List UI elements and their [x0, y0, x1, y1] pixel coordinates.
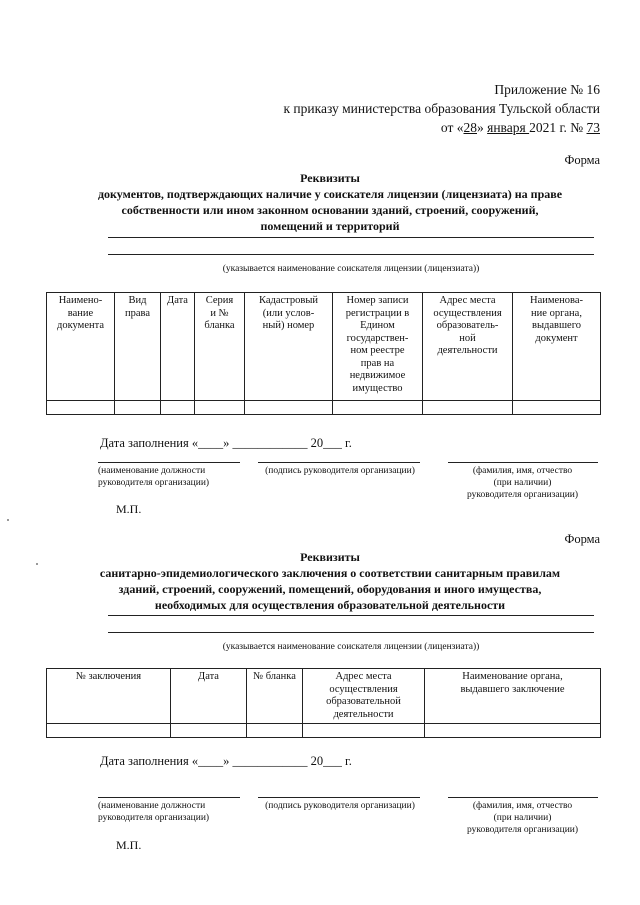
form2-name-line: [448, 797, 598, 798]
form2-col-date: Дата: [171, 669, 247, 724]
form1-applicant-line-1: [108, 237, 594, 238]
form1-name-line: [448, 462, 598, 463]
form1-empty-row: [47, 401, 601, 415]
order-day: 28: [463, 120, 477, 135]
form1-table: [46, 292, 601, 415]
form2-col-form-number: № бланка: [247, 669, 303, 724]
form1-header-row: [47, 293, 601, 401]
form2-table: [46, 668, 601, 738]
form2-col-issuer: Наименование органа, выдавшего заключение: [425, 669, 601, 724]
form2-name-caption: (фамилия, имя, отчество (при наличии) руководителя организации): [466, 801, 579, 835]
form2-signature-caption: (подпись руководителя организации): [265, 801, 415, 811]
form1-label: Форма: [564, 153, 600, 167]
form1-col-registry: Номер записи регистрации в Едином государствен- ном реестре прав на недвижимое имущество: [333, 293, 423, 401]
form1-applicant-line-2: [108, 254, 594, 255]
form2-title-line2: санитарно-эпидемиологического заключения о соответствии санитарным правилам: [99, 566, 561, 580]
order-month: января: [487, 120, 530, 135]
form2-empty-row: [47, 724, 601, 738]
appendix-number: Приложение № 16: [494, 82, 600, 97]
form2-title-line1: Реквизиты: [300, 550, 360, 564]
form2-applicant-caption: (указывается наименование соискателя лицензии (лицензиата)): [222, 642, 480, 652]
form1-position-caption: (наименование должности руководителя организации): [98, 466, 210, 488]
form1-signature-caption: (подпись руководителя организации): [265, 466, 415, 476]
form1-col-right-type: Вид права: [115, 293, 161, 401]
form2-col-address: Адрес места осуществления образовательной деятельности: [303, 669, 425, 724]
form1-title-line4: помещений и территорий: [260, 219, 400, 233]
form1-col-issuer: Наименова- ние органа, выдавшего документ: [513, 293, 601, 401]
form2-position-caption: (наименование должности руководителя организации): [98, 801, 210, 823]
scan-speck: [7, 519, 9, 521]
form1-title-line1: Реквизиты: [300, 171, 360, 185]
form2-label: Форма: [564, 532, 600, 546]
form2-stamp-place: М.П.: [116, 838, 142, 852]
form1-title-line2: документов, подтверждающих наличие у соискателя лицензии (лицензиата) на праве: [97, 187, 563, 201]
form1-col-series: Серия и № бланка: [195, 293, 245, 401]
form2-date-fill: Дата заполнения «____» ____________ 20___ г.: [100, 754, 352, 768]
form1-col-cadastral: Кадастровый (или услов- ный) номер: [245, 293, 333, 401]
form2-position-line: [98, 797, 240, 798]
form1-title: [60, 170, 600, 234]
form2-title-line4: необходимых для осуществления образовательной деятельности: [154, 598, 506, 612]
form2-title: [60, 549, 600, 613]
form2-title-line3: зданий, строений, сооружений, помещений, оборудования и иного имущества,: [118, 582, 542, 596]
order-number: 73: [586, 120, 600, 135]
form1-applicant-caption: (указывается наименование соискателя лицензии (лицензиата)): [222, 264, 480, 274]
form1-date-fill: Дата заполнения «____» ____________ 20___ г.: [100, 436, 352, 450]
scan-speck: [36, 563, 38, 565]
form1-position-line: [98, 462, 240, 463]
form1-col-date: Дата: [161, 293, 195, 401]
order-date-line: [441, 118, 600, 137]
form2-col-conclusion-number: № заключения: [47, 669, 171, 724]
order-date-mid: »: [477, 120, 488, 135]
form2-applicant-line-1: [108, 615, 594, 616]
form1-col-doc-name: Наимено- вание документа: [47, 293, 115, 401]
form1-title-line3: собственности или ином законном основании зданий, строений, сооружений,: [121, 203, 539, 217]
form1-col-address: Адрес места осуществления образователь- ной деятельности: [423, 293, 513, 401]
form2-signature-line: [258, 797, 420, 798]
order-year: 2021 г. №: [529, 120, 587, 135]
form1-signature-line: [258, 462, 420, 463]
form1-stamp-place: М.П.: [116, 502, 142, 516]
form2-header-row: [47, 669, 601, 724]
order-date-prefix: от «: [440, 120, 464, 135]
form2-applicant-line-2: [108, 632, 594, 633]
order-reference: к приказу министерства образования Тульской области: [283, 101, 600, 116]
form1-name-caption: (фамилия, имя, отчество (при наличии) руководителя организации): [466, 466, 579, 500]
